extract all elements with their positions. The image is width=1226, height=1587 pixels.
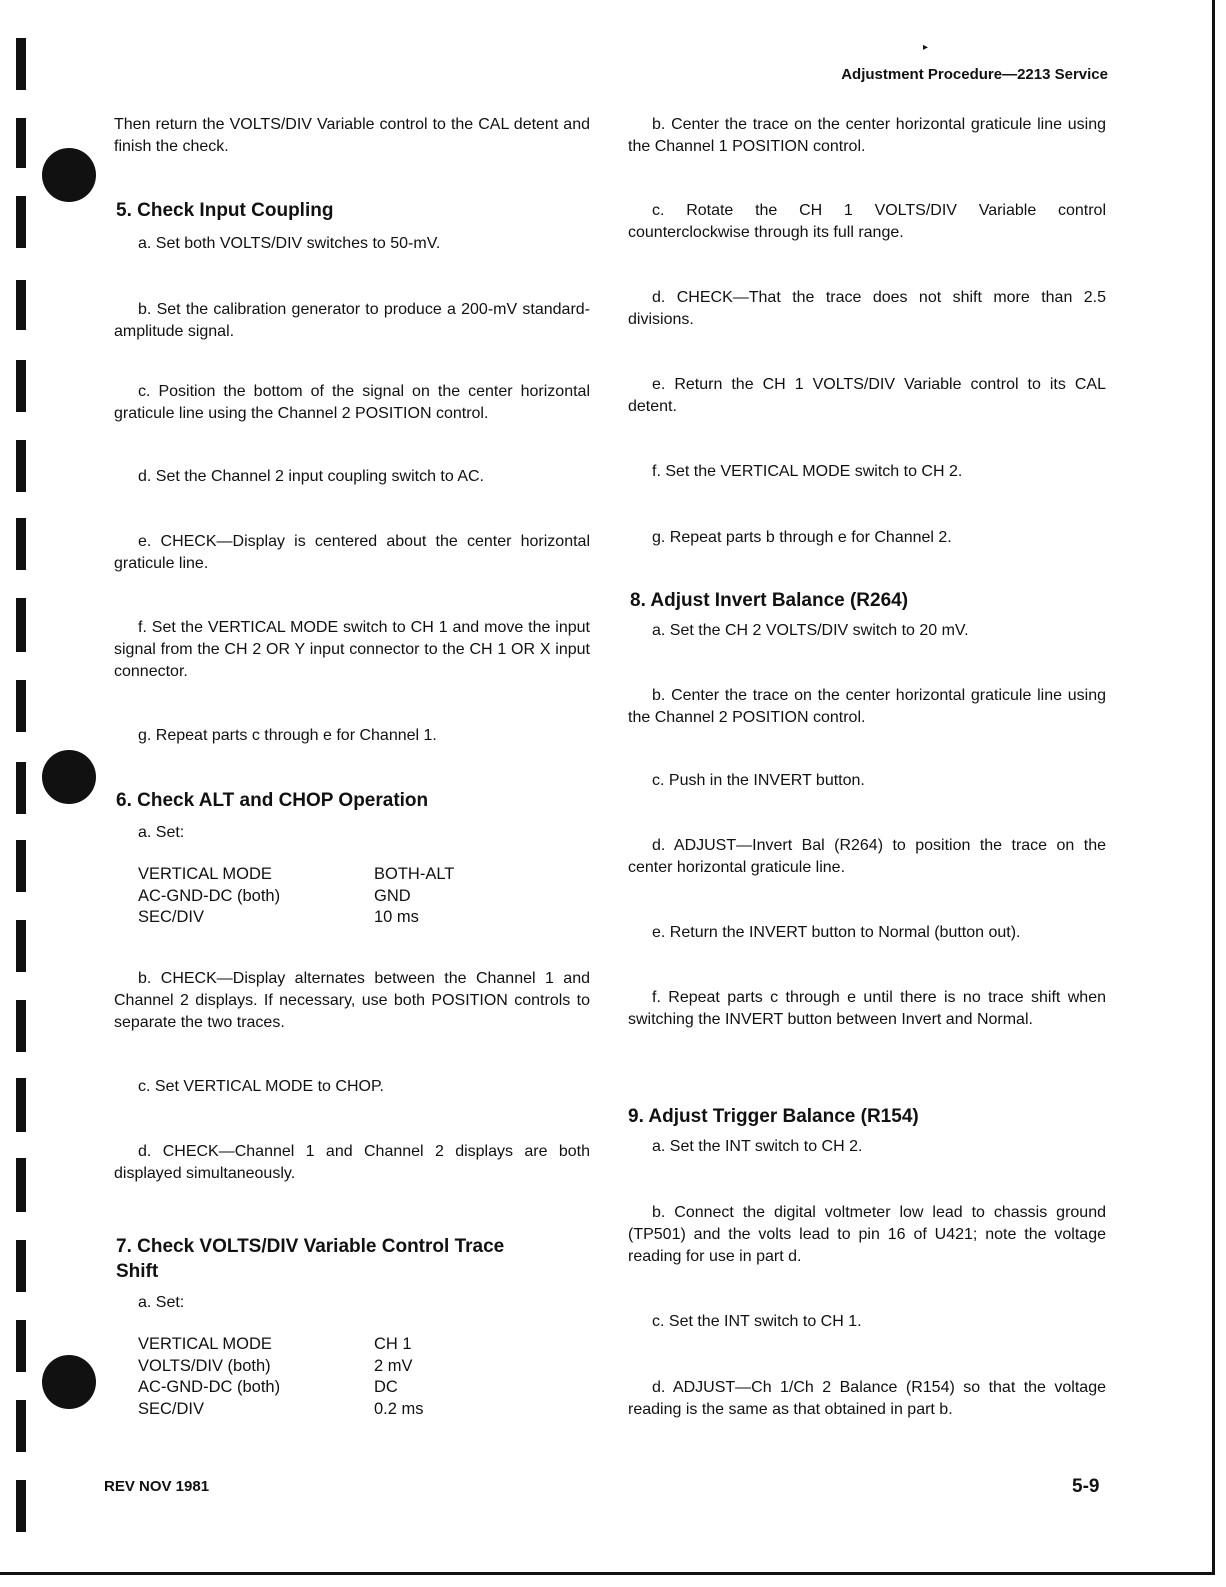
setting-key: SEC/DIV [138,1399,205,1418]
step-8c: c. Push in the INVERT button. [652,772,865,789]
step-7b: b. Center the trace on the center horizontal graticule line using the Channel 1 POSITION control. [628,116,1106,155]
page-number: 5-9 [1072,1476,1100,1497]
section-heading-9: 9. Adjust Trigger Balance (R154) [628,1106,919,1127]
paragraph-intro: Then return the VOLTS/DIV Variable control to the CAL detent and finish the check. [114,116,590,155]
page-header: Adjustment Procedure—2213 Service [841,66,1108,83]
punch-hole [42,1355,96,1409]
setting-key: VERTICAL MODE [138,865,272,883]
binder-mark [16,762,26,814]
setting-value: 10 ms [374,908,419,926]
binder-mark [16,38,26,90]
step-6a: a. Set: [138,824,185,841]
step-7e: e. Return the CH 1 VOLTS/DIV Variable control to its CAL detent. [628,376,1106,415]
settings-table-7 [138,1334,424,1420]
binder-mark [16,598,26,652]
step-7a: a. Set: [138,1294,185,1311]
settings-row [138,1334,424,1356]
step-5d: d. Set the Channel 2 input coupling switch to AC. [138,468,484,485]
binder-mark [16,1400,26,1452]
step-8a: a. Set the CH 2 VOLTS/DIV switch to 20 mV. [652,622,969,639]
setting-value: CH 1 [374,1335,412,1353]
binder-mark [16,360,26,412]
binder-mark [16,440,26,492]
settings-row [138,864,454,886]
step-8b: b. Center the trace on the center horizontal graticule line using the Channel 2 POSITION control. [628,687,1106,726]
step-7d: d. CHECK—That the trace does not shift more than 2.5 divisions. [628,289,1106,328]
step-5c: c. Position the bottom of the signal on the center horizontal graticule line using the Channel 2 POSITION control. [114,383,590,422]
setting-key: SEC/DIV [138,908,205,926]
setting-value: DC [374,1378,398,1396]
binder-mark [16,920,26,972]
setting-key: VERTICAL MODE [138,1335,272,1353]
binder-mark [16,118,26,168]
step-9a: a. Set the INT switch to CH 2. [652,1138,863,1155]
step-6c: c. Set VERTICAL MODE to CHOP. [138,1078,384,1095]
settings-row [138,886,454,908]
step-9b: b. Connect the digital voltmeter low lead to chassis ground (TP501) and the volts lead to pin 16 of U421; note the voltage reading for use in part d. [628,1204,1106,1265]
step-5a: a. Set both VOLTS/DIV switches to 50-mV. [138,235,441,252]
step-7f: f. Set the VERTICAL MODE switch to CH 2. [652,463,963,480]
section-heading-5: 5. Check Input Coupling [116,200,334,221]
setting-key: VOLTS/DIV (both) [138,1356,271,1375]
section-heading-7-line1: 7. Check VOLTS/DIV Variable Control Trace [116,1236,505,1257]
punch-hole [42,148,96,202]
step-8f: f. Repeat parts c through e until there is no trace shift when switching the INVERT button between Invert and Normal. [628,989,1106,1028]
revision-date: REV NOV 1981 [104,1478,210,1495]
page-border-right [1212,0,1215,1575]
setting-value: 0.2 ms [374,1399,424,1418]
binder-mark [16,280,26,330]
section-heading-6: 6. Check ALT and CHOP Operation [116,790,429,811]
section-heading-7-line2: Shift [116,1261,159,1282]
step-5e: e. CHECK—Display is centered about the center horizontal graticule line. [114,533,590,572]
header-tick-mark: ▸ [923,42,929,53]
step-9d: d. ADJUST—Ch 1/Ch 2 Balance (R154) so that the voltage reading is the same as that obtained in part b. [628,1379,1106,1418]
step-5b: b. Set the calibration generator to produce a 200-mV standard-amplitude signal. [114,301,590,340]
step-8e: e. Return the INVERT button to Normal (button out). [652,924,1021,941]
settings-row [138,1356,424,1378]
binder-mark [16,196,26,248]
settings-row [138,1399,424,1421]
binder-mark [16,1158,26,1212]
punch-hole [42,750,96,804]
setting-key: AC-GND-DC (both) [138,886,281,905]
binder-mark [16,1320,26,1372]
binder-mark [16,1078,26,1132]
step-6b: b. CHECK—Display alternates between the Channel 1 and Channel 2 displays. If necessary, use both POSITION controls to separate the two traces. [114,970,590,1031]
binder-mark [16,1240,26,1292]
section-heading-7 [116,1234,504,1284]
binder-mark [16,680,26,732]
step-6d: d. CHECK—Channel 1 and Channel 2 displays are both displayed simultaneously. [114,1143,590,1182]
settings-row [138,907,454,929]
step-5g: g. Repeat parts c through e for Channel 1. [138,727,437,744]
settings-row [138,1377,424,1399]
settings-table-6 [138,864,454,929]
binder-mark [16,1000,26,1052]
binder-mark [16,1480,26,1532]
step-5f: f. Set the VERTICAL MODE switch to CH 1 and move the input signal from the CH 2 OR Y input connector to the CH 1 OR X input connector. [114,619,590,680]
binder-mark [16,518,26,570]
binder-mark [16,840,26,892]
section-heading-8: 8. Adjust Invert Balance (R264) [630,590,909,611]
setting-key: AC-GND-DC (both) [138,1378,281,1396]
setting-value: BOTH-ALT [374,865,455,883]
step-7g: g. Repeat parts b through e for Channel 2. [652,529,952,546]
step-8d: d. ADJUST—Invert Bal (R264) to position the trace on the center horizontal graticule line. [628,837,1106,876]
step-7c: c. Rotate the CH 1 VOLTS/DIV Variable control counterclockwise through its full range. [628,202,1106,241]
page-border-bottom [0,1572,1215,1575]
setting-value: GND [374,886,411,905]
step-9c: c. Set the INT switch to CH 1. [652,1313,862,1330]
setting-value: 2 mV [374,1356,413,1375]
